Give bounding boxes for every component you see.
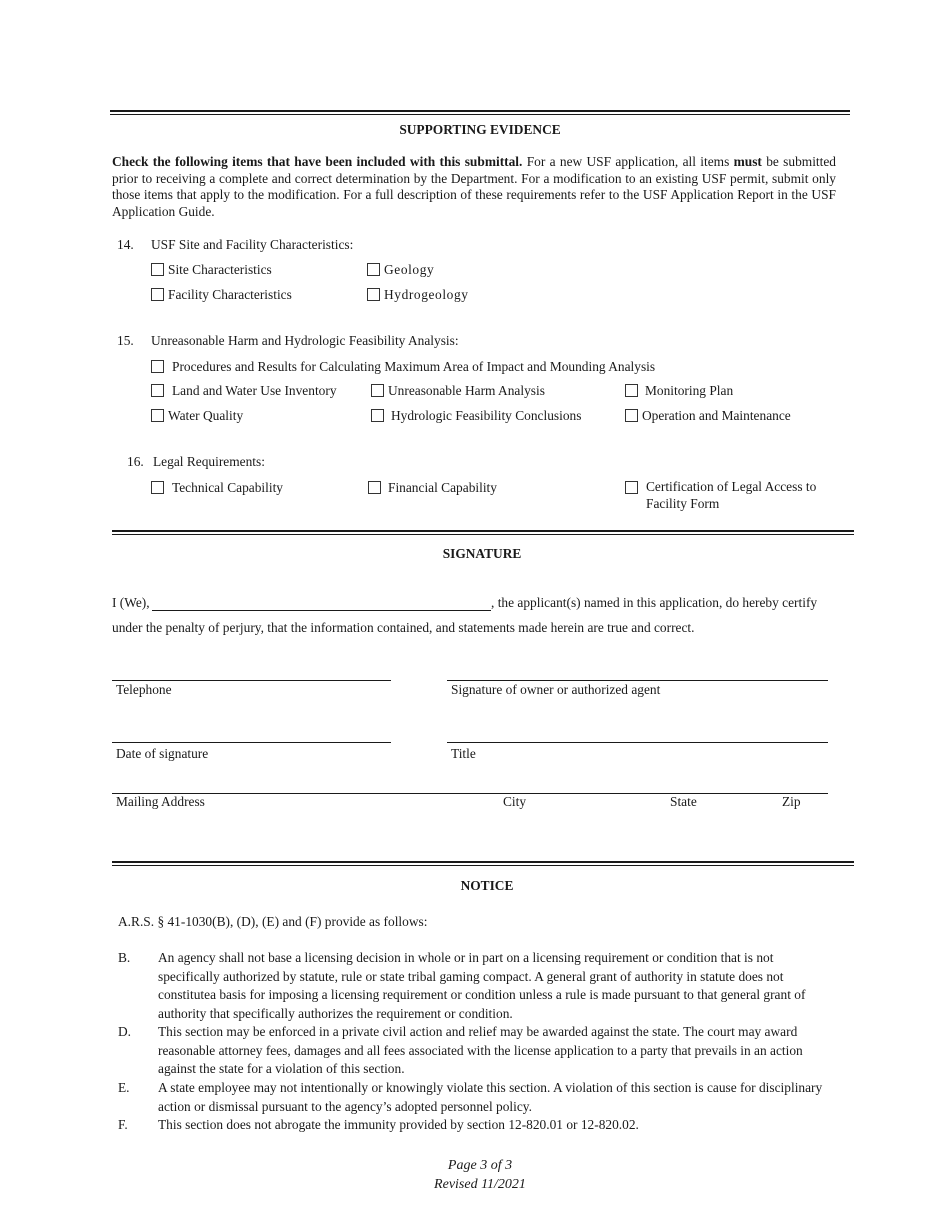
notice-item-letter: F.	[118, 1117, 128, 1132]
notice-item-b	[118, 949, 838, 1023]
section-16-title: Legal Requirements:	[153, 454, 265, 469]
checkbox-geology[interactable]	[367, 261, 434, 278]
signature-owner-line[interactable]	[447, 680, 828, 681]
section-16-number: 16.	[127, 454, 144, 469]
notice-item-letter: E.	[118, 1080, 130, 1095]
checkbox-label: Operation and Maintenance	[642, 408, 791, 423]
notice-item-text: An agency shall not base a licensing decision in whole or in part on a licensing requirement or condition that is not specifically authorized by statute, rule or state tribal gaming compact. A general grant of authority in statute does not constitutea basis for imposing a licensing requirement or condition unless a rule is made pursuant to that general grant of authority that specifically authorizes the requirement or condition.	[158, 950, 806, 1021]
notice-item-letter: B.	[118, 950, 131, 965]
notice-heading: NOTICE	[460, 878, 514, 893]
applicant-name-line[interactable]	[152, 610, 491, 611]
section-15-number: 15.	[117, 333, 134, 348]
checkbox-operation-maintenance[interactable]	[625, 407, 791, 424]
checkbox-box[interactable]	[151, 263, 164, 276]
checkbox-label: Procedures and Results for Calculating Maximum Area of Impact and Mounding Analysis	[172, 359, 656, 374]
certify-suffix: , the applicant(s) named in this application, do hereby certify	[491, 595, 818, 610]
top-divider	[110, 110, 850, 115]
checkbox-box[interactable]	[371, 409, 384, 422]
state-label: State	[670, 794, 697, 809]
signature-owner-label: Signature of owner or authorized agent	[451, 682, 661, 697]
checkbox-site-characteristics[interactable]	[151, 261, 272, 278]
checkbox-hydrologic-feasibility[interactable]	[371, 407, 581, 424]
checkbox-unreasonable-harm[interactable]	[371, 382, 545, 399]
notice-item-d	[118, 1023, 838, 1079]
certify-line2: under the penalty of perjury, that the information contained, and statements made herein are true and correct.	[112, 620, 695, 635]
title-label: Title	[451, 746, 476, 761]
checkbox-label: Monitoring Plan	[645, 383, 734, 398]
section-15-title: Unreasonable Harm and Hydrologic Feasibility Analysis:	[151, 333, 459, 348]
checkbox-label: Financial Capability	[388, 480, 497, 495]
signature-divider	[112, 530, 854, 535]
checkbox-land-water-use[interactable]	[151, 382, 337, 399]
checkbox-box[interactable]	[151, 409, 164, 422]
checkbox-monitoring-plan[interactable]	[625, 382, 733, 399]
checkbox-technical-capability[interactable]	[151, 479, 283, 496]
checkbox-box[interactable]	[151, 288, 164, 301]
date-line[interactable]	[112, 742, 391, 743]
notice-item-text: This section may be enforced in a private civil action and relief may be awarded against the state. The court may award reasonable attorney fees, damages and all fees associated with the license application to a party that prevails in an action against the state for a violation of this section.	[158, 1024, 803, 1076]
section-14-title: USF Site and Facility Characteristics:	[151, 237, 354, 252]
checkbox-box[interactable]	[367, 288, 380, 301]
checkbox-box[interactable]	[625, 384, 638, 397]
notice-divider	[112, 861, 854, 866]
page-number: Page 3 of 3	[447, 1158, 513, 1173]
checkbox-label: Certification of Legal Access to Facility Form	[646, 479, 817, 511]
intro-part1: For a new USF application, all items	[522, 154, 734, 169]
address-line[interactable]	[112, 793, 828, 794]
checkbox-financial-capability[interactable]	[368, 479, 497, 496]
checkbox-box[interactable]	[625, 481, 638, 494]
notice-item-text: A state employee may not intentionally or knowingly violate this section. A violation of this section is cause for disciplinary action or dismissal pursuant to the agency’s adopted personnel policy.	[158, 1080, 823, 1114]
checkbox-box[interactable]	[367, 263, 380, 276]
supporting-intro	[112, 154, 836, 220]
intro-part2: be submitted prior to receiving a complete and correct determination by the Department. For a modification to an existing USF permit, submit only those items that apply to the modification. For a full description of these requirements refer to the USF Application Report in the USF Application Guide.	[112, 154, 836, 219]
checkbox-label: Hydrogeology	[384, 287, 469, 302]
checkbox-label: Technical Capability	[172, 480, 283, 495]
notice-item-e	[118, 1079, 838, 1116]
checkbox-label: Unreasonable Harm Analysis	[388, 383, 545, 398]
signature-heading: SIGNATURE	[442, 546, 522, 561]
checkbox-legal-access[interactable]	[625, 479, 836, 512]
checkbox-box[interactable]	[368, 481, 381, 494]
notice-item-text: This section does not abrogate the immunity provided by section 12-820.01 or 12-820.02.	[158, 1117, 639, 1132]
checkbox-label: Water Quality	[168, 408, 244, 423]
title-line[interactable]	[447, 742, 828, 743]
zip-label: Zip	[782, 794, 801, 809]
checkbox-box[interactable]	[151, 384, 164, 397]
telephone-line[interactable]	[112, 680, 391, 681]
checkbox-max-area-impact[interactable]	[151, 358, 655, 375]
checkbox-label: Site Characteristics	[168, 262, 272, 277]
checkbox-box[interactable]	[151, 481, 164, 494]
supporting-evidence-heading: SUPPORTING EVIDENCE	[399, 122, 561, 137]
mailing-address-label: Mailing Address	[116, 794, 205, 809]
checkbox-label: Geology	[384, 262, 435, 277]
notice-item-letter: D.	[118, 1024, 132, 1039]
revision-date: Revised 11/2021	[434, 1177, 526, 1192]
city-label: City	[503, 794, 527, 809]
checkbox-label: Facility Characteristics	[168, 287, 292, 302]
checkbox-water-quality[interactable]	[151, 407, 243, 424]
intro-must: must	[733, 154, 762, 169]
intro-bold: Check the following items that have been included with this submittal.	[112, 154, 523, 169]
checkbox-label: Hydrologic Feasibility Conclusions	[391, 408, 582, 423]
telephone-label: Telephone	[116, 682, 172, 697]
date-label: Date of signature	[116, 746, 209, 761]
checkbox-box[interactable]	[151, 360, 164, 373]
checkbox-box[interactable]	[371, 384, 384, 397]
checkbox-label: Land and Water Use Inventory	[172, 383, 337, 398]
checkbox-hydrogeology[interactable]	[367, 286, 469, 303]
checkbox-box[interactable]	[625, 409, 638, 422]
section-14-number: 14.	[117, 237, 134, 252]
notice-intro: A.R.S. § 41-1030(B), (D), (E) and (F) provide as follows:	[118, 914, 428, 929]
checkbox-facility-characteristics[interactable]	[151, 286, 292, 303]
certify-prefix: I (We),	[112, 595, 150, 610]
notice-item-f	[118, 1116, 838, 1135]
